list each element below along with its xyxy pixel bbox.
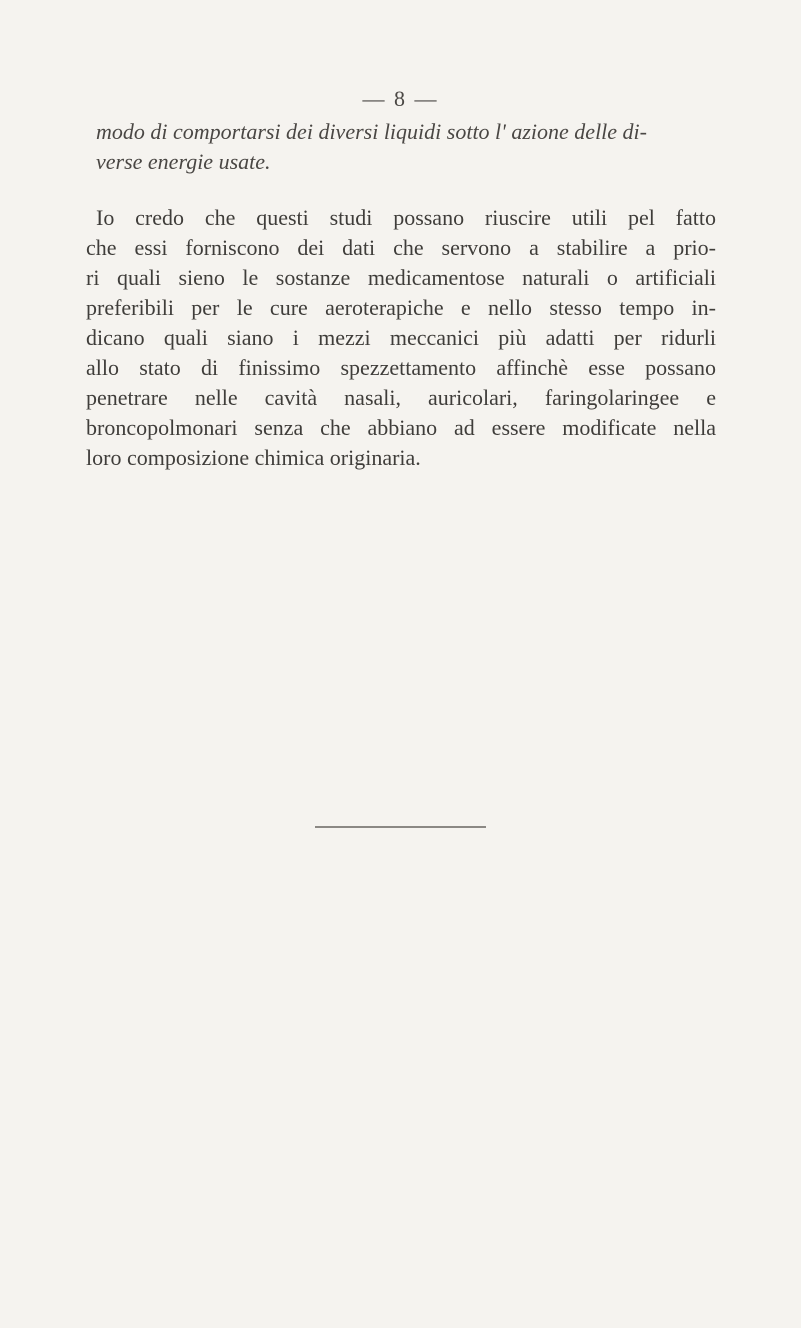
- paragraph-line: che essi forniscono dei dati che servono a stabilire a prio-: [86, 235, 716, 260]
- paragraph-line: preferibili per le cure aeroterapiche e nello stesso tempo in-: [86, 295, 716, 320]
- italic-line: modo di comportarsi dei diversi liquidi sotto l' azione delle di-: [96, 119, 647, 144]
- italic-line: verse energie usate.: [96, 149, 271, 174]
- paragraph-line: loro composizione chimica originaria.: [86, 445, 421, 470]
- paragraph-line: broncopolmonari senza che abbiano ad essere modificate nella: [86, 415, 716, 440]
- paragraph-line: Io credo che questi studi possano riuscire utili pel fatto: [96, 205, 716, 230]
- paragraph-line: penetrare nelle cavità nasali, auricolari, faringolaringee e: [86, 385, 716, 410]
- section-divider: [315, 826, 486, 828]
- paragraph-line: dicano quali siano i mezzi meccanici più adatti per ridurli: [86, 325, 716, 350]
- paragraph-line: allo stato di finissimo spezzettamento affinchè esse possano: [86, 355, 716, 380]
- paragraph-line: ri quali sieno le sostanze medicamentose naturali o artificiali: [86, 265, 716, 290]
- page-number: — 8 —: [362, 86, 439, 111]
